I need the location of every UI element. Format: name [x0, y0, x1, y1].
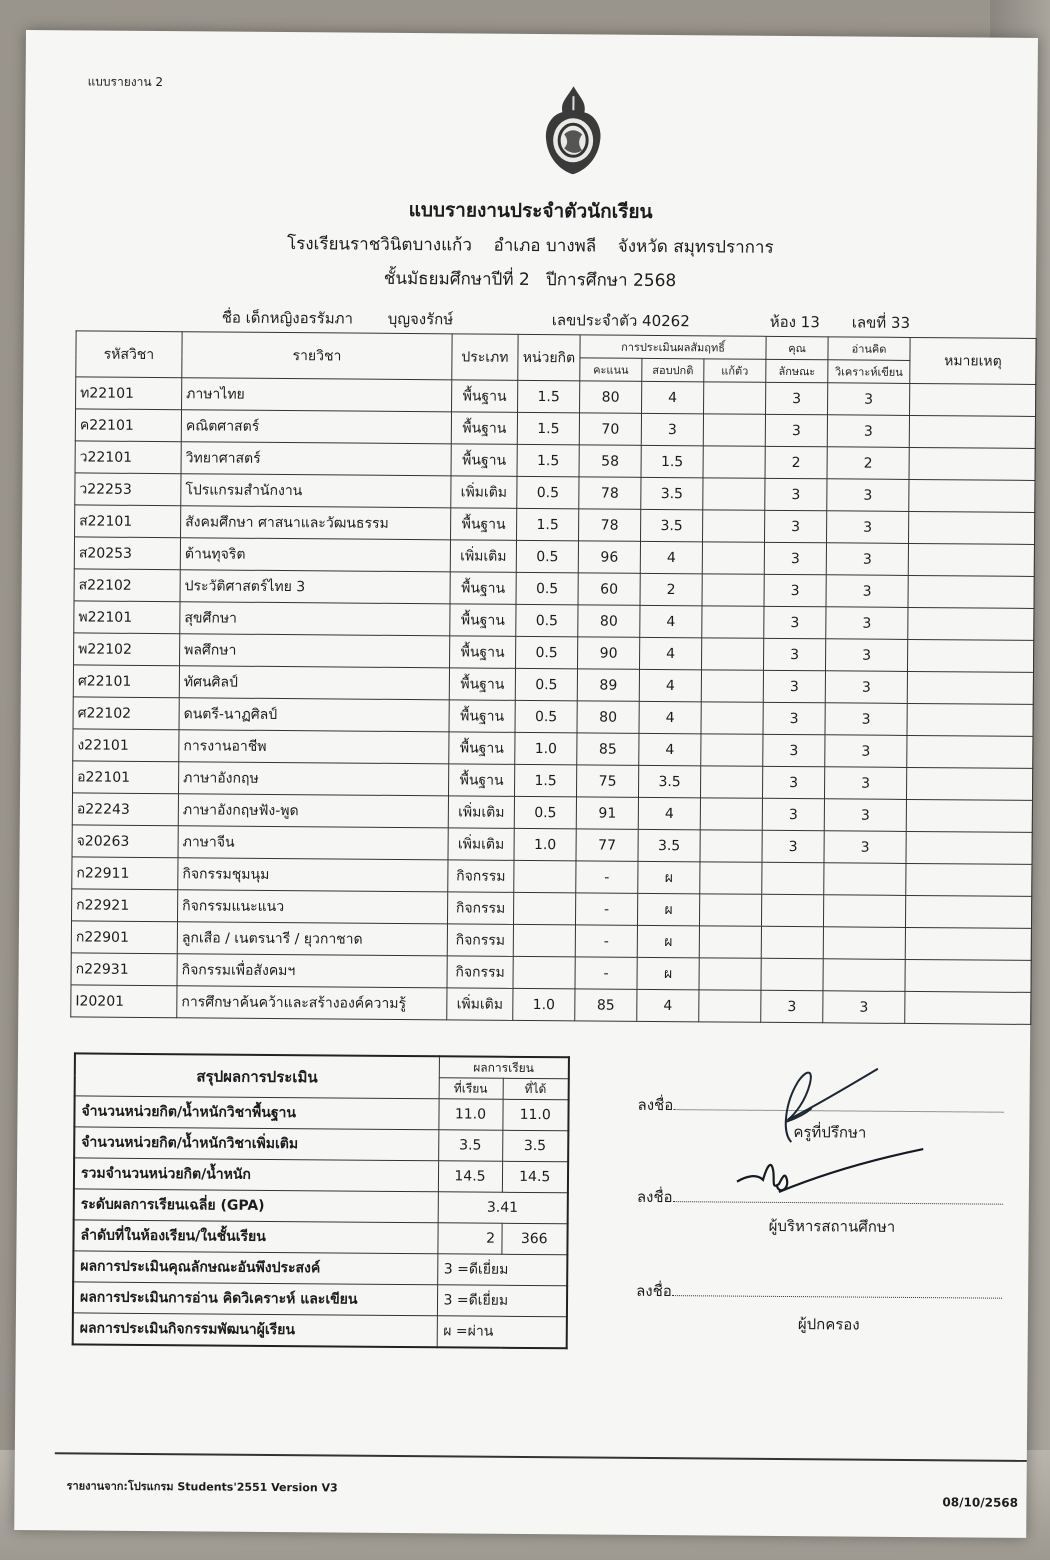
course-score: 80: [578, 605, 640, 637]
course-character: 3: [766, 382, 828, 414]
course-name: วิทยาศาสตร์: [181, 442, 451, 476]
summary-row: [73, 1220, 567, 1255]
course-grade: 3.5: [641, 477, 703, 509]
course-reading: [824, 863, 906, 896]
course-retest: [701, 638, 763, 670]
course-score: 75: [576, 765, 638, 797]
course-grade: 3.5: [641, 509, 703, 541]
summary-result-header: ผลการเรียน: [439, 1056, 569, 1079]
course-remark: [905, 927, 1031, 960]
student-id: เลขประจำตัว 40262: [551, 311, 690, 331]
student-surname: บุญจงรักษ์: [387, 309, 454, 329]
course-reading: 3: [827, 415, 909, 448]
course-remark: [907, 671, 1033, 704]
school-name: โรงเรียนราชวินิตบางแก้ว: [286, 234, 473, 256]
course-code: จ20263: [72, 825, 178, 858]
course-reading: 3: [827, 479, 909, 512]
course-code: ก22901: [71, 921, 177, 954]
course-reading: 3: [825, 671, 907, 704]
footer-divider: [55, 1452, 1027, 1462]
signature-dots: [672, 1281, 1002, 1299]
course-score: 70: [579, 413, 641, 445]
course-reading: [824, 895, 906, 928]
course-retest: [699, 958, 761, 990]
form-label: แบบรายงาน 2: [87, 74, 164, 90]
course-remark: [907, 767, 1033, 800]
course-grade: ผ: [637, 925, 699, 957]
course-retest: [700, 862, 762, 894]
course-name: ภาษาจีน: [178, 826, 448, 860]
course-remark: [910, 383, 1036, 416]
course-score: 80: [577, 701, 639, 733]
course-reading: 3: [827, 511, 909, 544]
course-grade: 4: [640, 541, 702, 573]
course-type: พื้นฐาน: [451, 412, 517, 445]
course-reading: 3: [826, 543, 908, 576]
course-character: 3: [763, 670, 825, 702]
course-score: 90: [577, 637, 639, 669]
course-credit: 1.0: [515, 732, 577, 764]
course-reading: [823, 959, 905, 992]
course-retest: [700, 798, 762, 830]
course-type: พื้นฐาน: [451, 444, 517, 477]
summary-title: สรุปผลการประเมิน: [75, 1053, 439, 1098]
rank-grade: 366: [501, 1223, 567, 1255]
course-code: ก22911: [72, 857, 178, 890]
header-character-top: คุณ: [766, 336, 828, 359]
header-achievement: การประเมินผลสัมฤทธิ์: [580, 335, 766, 359]
course-reading: [823, 927, 905, 960]
course-retest: [702, 606, 764, 638]
course-name: ลูกเสือ / เนตรนารี / ยุวกาชาด: [177, 922, 447, 956]
report-title: แบบรายงานประจำตัวนักเรียน: [408, 199, 653, 223]
summary-label: จำนวนหน่วยกิต/น้ำหนักวิชาพื้นฐาน: [74, 1096, 438, 1130]
course-score: 91: [576, 797, 638, 829]
course-score: 60: [578, 573, 640, 605]
course-reading: 3: [826, 575, 908, 608]
course-remark: [907, 735, 1033, 768]
course-retest: [699, 894, 761, 926]
course-type: เพิ่มเติม: [450, 540, 516, 573]
course-credit: 1.0: [514, 828, 576, 860]
gpa-value: 3.41: [438, 1192, 568, 1224]
course-credit: 1.5: [514, 764, 576, 796]
course-type: พื้นฐาน: [451, 508, 517, 541]
course-code: ค22101: [75, 409, 181, 442]
course-character: 3: [763, 766, 825, 798]
header-credit: หน่วยกิต: [518, 334, 580, 380]
course-grade: 4: [639, 733, 701, 765]
course-code: ว22101: [75, 441, 181, 474]
course-character: [762, 894, 824, 926]
summary-col-earned: ที่ได้: [503, 1078, 569, 1100]
summary-label: ผลการประเมินการอ่าน คิดวิเคราะห์ และเขียน: [73, 1282, 437, 1316]
course-type: พื้นฐาน: [448, 764, 514, 797]
course-character: [762, 862, 824, 894]
rank-room: 2: [437, 1223, 501, 1255]
course-remark: [905, 991, 1031, 1024]
course-type: พื้นฐาน: [449, 668, 515, 701]
academic-year: ปีการศึกษา 2568: [545, 270, 677, 292]
course-character: 3: [762, 798, 824, 830]
course-credit: 0.5: [516, 604, 578, 636]
course-remark: [909, 415, 1035, 448]
course-reading: 3: [826, 639, 908, 672]
header-type: ประเภท: [452, 334, 518, 381]
header-remark: หมายเหตุ: [910, 337, 1036, 384]
course-credit: 1.5: [517, 508, 579, 540]
course-character: 2: [765, 446, 827, 478]
course-reading: 3: [826, 607, 908, 640]
course-name: กิจกรรมชุมนุม: [178, 858, 448, 892]
activity-result: ผ =ผ่าน: [437, 1316, 567, 1349]
course-retest: [703, 478, 765, 510]
course-grade: 4: [637, 989, 699, 1021]
summary-label: ผลการประเมินกิจกรรมพัฒนาผู้เรียน: [73, 1313, 437, 1347]
advisor-role: ครูที่ปรึกษา: [793, 1123, 867, 1142]
course-grade: 4: [638, 797, 700, 829]
course-code: ส22101: [75, 505, 181, 538]
course-code: ส20253: [74, 537, 180, 570]
summary-value: 14.5: [438, 1161, 502, 1193]
summary-label: รวมจำนวนหน่วยกิต/น้ำหนัก: [74, 1158, 438, 1192]
character-result: 3 =ดีเยี่ยม: [437, 1254, 567, 1286]
province: จังหวัด สมุทรปราการ: [617, 236, 774, 258]
course-credit: 1.5: [518, 380, 580, 412]
student-name: ชื่อ เด็กหญิงอรรัมภา: [221, 308, 354, 328]
sign-label: ลงชื่อ: [636, 1187, 673, 1207]
course-character: 3: [761, 990, 823, 1022]
course-name: สุขศึกษา: [180, 602, 450, 636]
grade-rows: [71, 377, 1036, 1025]
course-remark: [906, 863, 1032, 896]
summary-value: 3.5: [502, 1130, 568, 1162]
course-score: 58: [579, 445, 641, 477]
student-info: [24, 304, 1036, 332]
course-name: กิจกรรมเพื่อสังคมฯ: [177, 954, 447, 988]
course-name: ประวัติศาสตร์ไทย 3: [180, 570, 450, 604]
course-grade: 3.5: [638, 829, 700, 861]
course-reading: 2: [827, 447, 909, 480]
course-type: พื้นฐาน: [450, 636, 516, 669]
course-character: 3: [765, 510, 827, 542]
course-type: พื้นฐาน: [449, 700, 515, 733]
summary-value: 14.5: [502, 1161, 568, 1193]
course-name: ภาษาอังกฤษฟัง-พูด: [178, 794, 448, 828]
course-name: ดนตรี-นาฏศิลป์: [179, 698, 449, 732]
header-grade: สอบปกติ: [642, 358, 704, 381]
sign-label: ลงชื่อ: [636, 1281, 672, 1301]
course-grade: 4: [639, 669, 701, 701]
grades-table: [70, 330, 1036, 1025]
course-reading: 3: [825, 735, 907, 768]
parent-signature-line: [636, 1279, 1002, 1306]
course-grade: 3: [641, 413, 703, 445]
course-code: ศ22101: [73, 665, 179, 698]
course-type: เพิ่มเติม: [451, 476, 517, 509]
course-type: เพิ่มเติม: [447, 988, 513, 1021]
course-credit: [513, 956, 575, 988]
course-grade: 2: [640, 573, 702, 605]
course-reading: 3: [825, 767, 907, 800]
course-type: กิจกรรม: [447, 892, 513, 925]
course-score: 78: [579, 477, 641, 509]
course-type: พื้นฐาน: [452, 380, 518, 413]
course-credit: 0.5: [515, 668, 577, 700]
summary-label: จำนวนหน่วยกิต/น้ำหนักวิชาเพิ่มเติม: [74, 1127, 438, 1161]
summary-row: [73, 1282, 567, 1317]
course-type: พื้นฐาน: [449, 732, 515, 765]
course-retest: [701, 734, 763, 766]
course-type: กิจกรรม: [447, 924, 513, 957]
header-character-bottom: ลักษณะ: [766, 359, 828, 382]
course-retest: [700, 766, 762, 798]
course-retest: [703, 414, 765, 446]
course-remark: [906, 895, 1032, 928]
header-score: คะแนน: [580, 358, 642, 381]
course-reading: 3: [824, 799, 906, 832]
course-score: 85: [577, 733, 639, 765]
course-name: พลศึกษา: [180, 634, 450, 668]
course-name: ภาษาอังกฤษ: [179, 762, 449, 796]
course-code: I20201: [71, 985, 177, 1018]
course-retest: [701, 670, 763, 702]
course-code: ศ22102: [73, 697, 179, 730]
course-credit: 0.5: [516, 540, 578, 572]
course-retest: [702, 542, 764, 574]
course-remark: [908, 607, 1034, 640]
course-reading: 3: [824, 831, 906, 864]
course-character: 3: [765, 478, 827, 510]
course-score: 89: [577, 669, 639, 701]
course-code: ท22101: [76, 377, 182, 410]
advisor-signature-icon: [751, 1062, 882, 1147]
summary-row: [74, 1096, 568, 1131]
course-code: พ22101: [74, 601, 180, 634]
course-remark: [909, 511, 1035, 544]
header-reading-top: อ่านคิด: [828, 337, 910, 361]
course-code: ก22921: [72, 889, 178, 922]
course-credit: 0.5: [517, 476, 579, 508]
course-score: -: [575, 925, 637, 957]
course-character: 3: [764, 542, 826, 574]
course-character: 3: [763, 734, 825, 766]
sign-label: ลงชื่อ: [637, 1095, 674, 1115]
course-code: อ22101: [73, 761, 179, 794]
course-name: สังคมศึกษา ศาสนาและวัฒนธรรม: [181, 506, 451, 540]
summary-table: [72, 1052, 570, 1349]
course-grade: 4: [639, 701, 701, 733]
course-retest: [700, 830, 762, 862]
course-character: 3: [765, 414, 827, 446]
course-score: 80: [580, 381, 642, 413]
course-character: 3: [764, 606, 826, 638]
course-reading: 3: [823, 991, 905, 1024]
course-character: 3: [763, 702, 825, 734]
report-sheet: [14, 30, 1038, 1538]
course-remark: [909, 447, 1035, 480]
grade-level: ชั้นมัธยมศึกษาปีที่ 2: [383, 268, 530, 290]
course-retest: [702, 574, 764, 606]
course-grade: 4: [640, 605, 702, 637]
seat-number: เลขที่ 33: [851, 313, 911, 332]
course-character: [761, 926, 823, 958]
course-score: -: [575, 957, 637, 989]
course-type: พื้นฐาน: [450, 572, 516, 605]
footer-source: รายงานจาก:โปรแกรม Students'2551 Version V3: [66, 1479, 338, 1495]
course-retest: [703, 510, 765, 542]
summary-col-registered: ที่เรียน: [439, 1078, 503, 1100]
course-grade: 3.5: [638, 765, 700, 797]
course-code: ง22101: [73, 729, 179, 762]
course-name: การศึกษาค้นคว้าและสร้างองค์ความรู้: [177, 986, 447, 1020]
director-role: ผู้บริหารสถานศึกษา: [768, 1216, 896, 1236]
course-type: พื้นฐาน: [450, 604, 516, 637]
course-remark: [908, 639, 1034, 672]
summary-value: 11.0: [502, 1099, 568, 1131]
course-retest: [701, 702, 763, 734]
course-name: การงานอาชีพ: [179, 730, 449, 764]
course-remark: [906, 831, 1032, 864]
course-name: กิจกรรมแนะแนว: [178, 890, 448, 924]
school-emblem-icon: [540, 84, 607, 177]
course-credit: 1.5: [517, 412, 579, 444]
summary-label: ลำดับที่ในห้องเรียน/ในชั้นเรียน: [73, 1220, 437, 1254]
header-reading-bottom: วิเคราะห์เขียน: [828, 360, 910, 384]
summary-row: [73, 1251, 567, 1286]
course-grade: ผ: [638, 861, 700, 893]
course-credit: 0.5: [516, 572, 578, 604]
course-score: -: [576, 861, 638, 893]
course-name: ทัศนศิลป์: [179, 666, 449, 700]
course-name: ภาษาไทย: [182, 378, 452, 412]
course-remark: [908, 575, 1034, 608]
course-credit: [513, 892, 575, 924]
course-type: เพิ่มเติม: [448, 796, 514, 829]
district: อำเภอ บางพลี: [493, 235, 597, 257]
room-number: ห้อง 13: [769, 312, 820, 332]
course-grade: ผ: [637, 893, 699, 925]
summary-value: 3.5: [438, 1130, 502, 1162]
course-credit: 1.0: [513, 988, 575, 1020]
course-score: 78: [579, 509, 641, 541]
course-type: เพิ่มเติม: [448, 828, 514, 861]
course-remark: [906, 799, 1032, 832]
course-code: พ22102: [74, 633, 180, 666]
course-credit: 0.5: [514, 796, 576, 828]
course-retest: [704, 382, 766, 414]
course-grade: 4: [642, 381, 704, 413]
director-signature-icon: [727, 1146, 927, 1208]
summary-row: [74, 1127, 568, 1162]
course-character: 3: [764, 574, 826, 606]
course-remark: [907, 703, 1033, 736]
course-type: กิจกรรม: [447, 956, 513, 989]
course-remark: [905, 959, 1031, 992]
course-score: 96: [578, 541, 640, 573]
course-code: ว22253: [75, 473, 181, 506]
summary-row: [74, 1189, 568, 1224]
course-credit: [513, 924, 575, 956]
summary-label: ผลการประเมินคุณลักษณะอันพึงประสงค์: [73, 1251, 437, 1285]
course-remark: [909, 479, 1035, 512]
course-name: ต้านทุจริต: [180, 538, 450, 572]
header-subject: รายวิชา: [182, 332, 452, 380]
summary-value: 11.0: [438, 1099, 502, 1131]
summary-row: [74, 1158, 568, 1193]
course-grade: 4: [639, 637, 701, 669]
table-row: [71, 985, 1031, 1025]
course-grade: 1.5: [641, 445, 703, 477]
course-credit: [514, 860, 576, 892]
course-score: 85: [575, 989, 637, 1021]
course-code: ส22102: [74, 569, 180, 602]
course-reading: 3: [825, 703, 907, 736]
course-type: กิจกรรม: [448, 860, 514, 893]
header-retest: แก้ตัว: [704, 359, 766, 382]
grade-line: [24, 262, 1036, 297]
school-line: [24, 228, 1036, 263]
course-name: โปรแกรมสำนักงาน: [181, 474, 451, 508]
course-credit: 0.5: [516, 636, 578, 668]
summary-row: [73, 1313, 567, 1348]
course-retest: [699, 990, 761, 1022]
course-credit: 1.5: [517, 444, 579, 476]
course-character: [761, 958, 823, 990]
course-retest: [703, 446, 765, 478]
reading-result: 3 =ดีเยี่ยม: [437, 1285, 567, 1317]
course-character: 3: [764, 638, 826, 670]
course-remark: [908, 543, 1034, 576]
course-code: อ22243: [72, 793, 178, 826]
course-code: ก22931: [71, 953, 177, 986]
course-name: คณิตศาสตร์: [181, 410, 451, 444]
course-character: 3: [762, 830, 824, 862]
course-grade: ผ: [637, 957, 699, 989]
course-score: -: [575, 893, 637, 925]
footer-date: 08/10/2568: [942, 1495, 1019, 1510]
parent-role: ผู้ปกครอง: [797, 1315, 860, 1334]
summary-label: ระดับผลการเรียนเฉลี่ย (GPA): [74, 1189, 438, 1223]
course-score: 77: [576, 829, 638, 861]
course-retest: [699, 926, 761, 958]
course-credit: 0.5: [515, 700, 577, 732]
course-reading: 3: [828, 383, 910, 416]
header-code: รหัสวิชา: [76, 331, 182, 378]
